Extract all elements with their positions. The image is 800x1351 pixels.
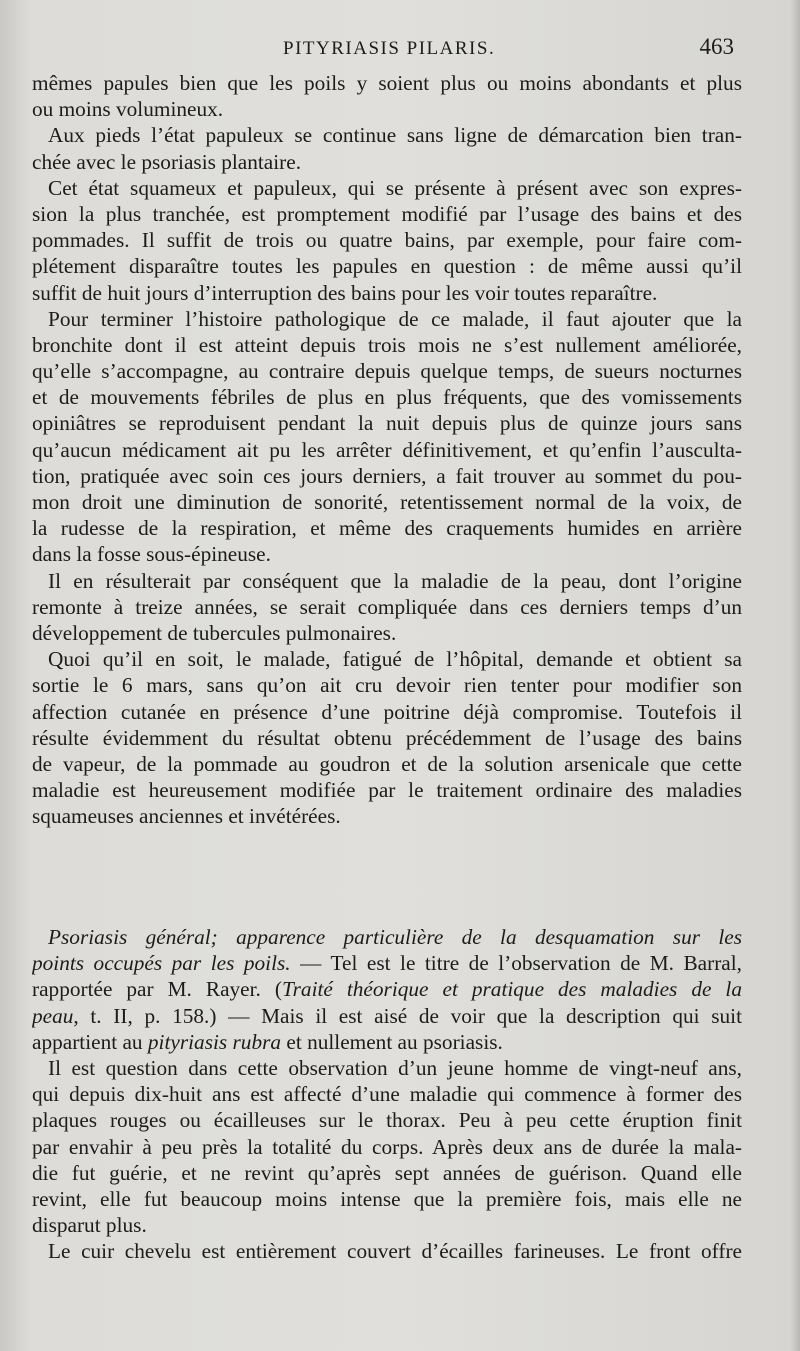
text-line: de vapeur, de la pommade au goudron et de la solution arsenicale que cette xyxy=(32,751,742,776)
text-line: et de mouvements fébriles de plus en plus fréquents, que des vomissements xyxy=(32,385,742,410)
text-line: tion, pratiquée avec soin ces jours derniers, a fait trouver au sommet du pou- xyxy=(32,463,742,488)
text-line: chée avec le psoriasis plantaire. xyxy=(32,149,302,174)
body-text-bottom xyxy=(32,924,742,1264)
observation-line: appartient au pityriasis rubra et nullement au psoriasis. xyxy=(32,1029,503,1054)
text-line: disparut plus. xyxy=(32,1213,147,1238)
text-line: opiniâtres se reproduisent pendant la nuit depuis plus de quinze jours sans xyxy=(32,411,742,436)
text-line: qu’elle s’accompagne, au contraire depuis quelque temps, de sueurs nocturnes xyxy=(32,359,742,384)
text-line: mon droit une diminution de sonorité, retentissement normal de la voix, de xyxy=(32,490,742,514)
text-line: la rudesse de la respiration, et même des craquements humides en arrière xyxy=(32,516,742,541)
text-line: affection cutanée en présence d’une poitrine déjà compromise. Toutefois il xyxy=(32,699,742,724)
text-line: Cet état squameux et papuleux, qui se présente à présent avec son expres- xyxy=(48,175,742,200)
text-line: mêmes papules bien que les poils y soient plus ou moins abondants et plus xyxy=(32,71,742,95)
observation-line: rapportée par M. Rayer. (Traité théorique et pratique des maladies de la xyxy=(32,977,742,1002)
observation-line: Psoriasis général; apparence particulière de la desquamation sur les xyxy=(48,925,742,949)
text-line: par envahir à peu près la totalité du corps. Après deux ans de durée la mala- xyxy=(32,1134,742,1159)
text-line: Aux pieds l’état papuleux se continue sans ligne de démarcation bien tran- xyxy=(48,123,742,148)
text-line: développement de tubercules pulmonaires. xyxy=(32,620,397,645)
body-text-top xyxy=(32,70,742,829)
page-header xyxy=(48,34,738,68)
body-paragraphs-bottom xyxy=(32,1055,742,1265)
observation-line: peau, t. II, p. 158.) — Mais il est aisé de voir que la description qui suit xyxy=(32,1003,742,1028)
text-line: qui depuis dix-huit ans est affecté d’une maladie qui commence à former des xyxy=(32,1082,742,1107)
text-line: plétement disparaître toutes les papules en question : de même aussi qu’il xyxy=(32,254,742,279)
text-line: remonte à treize années, se serait compliquée dans ces derniers temps d’un xyxy=(32,594,742,619)
text-line: suffit de huit jours d’interruption des bains pour les voir toutes reparaître. xyxy=(32,280,658,305)
text-line: pommades. Il suffit de trois ou quatre bains, par exemple, pour faire com- xyxy=(32,228,742,253)
text-line: sortie le 6 mars, sans qu’on ait cru devoir rien tenter pour modifier son xyxy=(32,673,742,698)
text-line: qu’aucun médicament ait pu les arrêter définitivement, et qu’enfin l’ausculta- xyxy=(32,437,742,462)
observation-line: points occupés par les poils. — Tel est le titre de l’observation de M. Barral, xyxy=(32,951,742,976)
text-line: die fut guérie, et ne revint qu’après sept années de guérison. Quand elle xyxy=(32,1160,742,1185)
text-line: maladie est heureusement modifiée par le traitement ordinaire des maladies xyxy=(32,778,742,803)
text-line: plaques rouges ou écailleuses sur le thorax. Peu à peu cette éruption finit xyxy=(32,1108,742,1133)
text-line: Il en résulterait par conséquent que la maladie de la peau, dont l’origine xyxy=(48,568,742,593)
text-line: résulte évidemment du résultat obtenu précédemment de l’usage des bains xyxy=(32,725,742,750)
text-line: ou moins volumineux. xyxy=(32,97,224,122)
running-title: PITYRIASIS PILARIS. xyxy=(283,38,496,59)
text-line: Pour terminer l’histoire pathologique de ce malade, il faut ajouter que la xyxy=(48,306,742,331)
text-line: sion la plus tranchée, est promptement modifié par l’usage des bains et des xyxy=(32,201,742,226)
text-line: Le cuir chevelu est entièrement couvert d’écailles farineuses. Le front offre xyxy=(48,1239,742,1264)
text-line: bronchite dont il est atteint depuis trois mois ne s’est nullement améliorée, xyxy=(32,332,742,357)
page-number: 463 xyxy=(699,34,734,59)
text-line: Quoi qu’il en soit, le malade, fatigué de l’hôpital, demande et obtient sa xyxy=(48,647,742,672)
text-line: Il est question dans cette observation d’un jeune homme de vingt-neuf ans, xyxy=(48,1055,742,1080)
text-line: squameuses anciennes et invétérées. xyxy=(32,804,341,829)
text-line: dans la fosse sous-épineuse. xyxy=(32,542,271,567)
text-line: revint, elle fut beaucoup moins intense que la première fois, mais elle ne xyxy=(32,1186,742,1211)
